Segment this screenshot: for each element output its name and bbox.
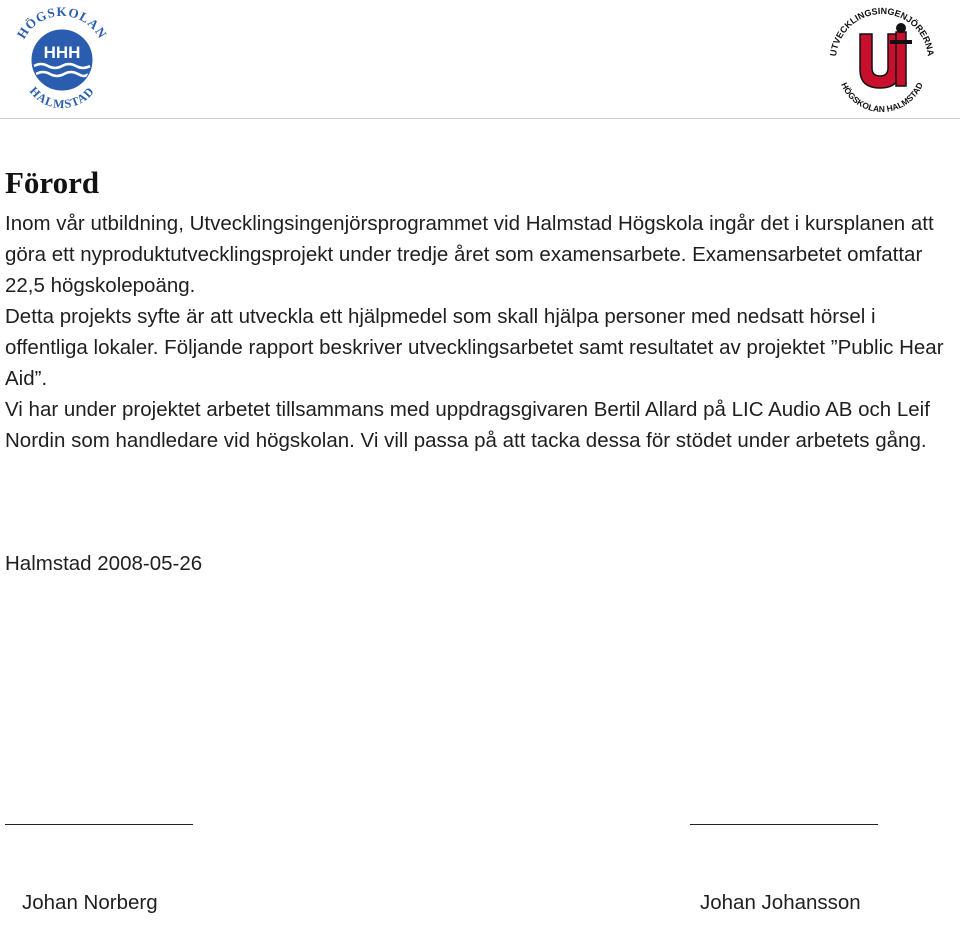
signature-line bbox=[690, 798, 878, 825]
signature-name: Johan Johansson bbox=[700, 891, 861, 914]
logo-left-text-bottom: HALMSTAD bbox=[26, 83, 98, 112]
header-divider bbox=[0, 118, 960, 119]
signature-name: Johan Norberg bbox=[22, 891, 158, 914]
paragraph-3: Vi har under projektet arbetet tillsammans med uppdragsgivaren Bertil Allard på LIC Audio AB och Leif Nordin som handledare vid högskolan. Vi vill passa på att tacka dessa för stödet under arbetets gång. bbox=[5, 398, 930, 452]
place-date: Halmstad 2008-05-26 bbox=[5, 552, 203, 575]
document-body bbox=[5, 208, 955, 456]
logo-left-monogram: HHH bbox=[43, 43, 81, 62]
utvecklingsingenjorerna-logo bbox=[826, 2, 938, 114]
paragraph-1: Inom vår utbildning, Utvecklingsingenjörsprogrammet vid Halmstad Högskola ingår det i kursplanen att göra ett nyproduktutvecklingsprojekt under tredje året som examensarbete. Examensarbetet omfattar 22,5 högskolepoäng. bbox=[5, 212, 934, 297]
logo-left-text-top: HÖGSKOLAN bbox=[13, 3, 111, 42]
page-title: Förord bbox=[5, 165, 100, 200]
page-header bbox=[0, 0, 960, 120]
paragraph-2: Detta projekts syfte är att utveckla ett hjälpmedel som skall hjälpa personer med nedsatt hörsel i offentliga lokaler. Följande rapport beskriver utvecklingsarbetet samt resultatet av projektet ”Public Hear Aid”. bbox=[5, 305, 944, 390]
signature-right bbox=[690, 736, 880, 949]
logo-right-text-bottom: HÖGSKOLAN HALMSTAD bbox=[839, 80, 925, 114]
logo-right-text-top: UTVECKLINGSINGENJÖRERNA bbox=[828, 5, 936, 57]
hogskolan-halmstad-logo bbox=[8, 2, 116, 114]
signature-line bbox=[5, 798, 193, 825]
logo-right-monogram: Ui bbox=[881, 102, 883, 103]
signature-left bbox=[5, 736, 195, 949]
